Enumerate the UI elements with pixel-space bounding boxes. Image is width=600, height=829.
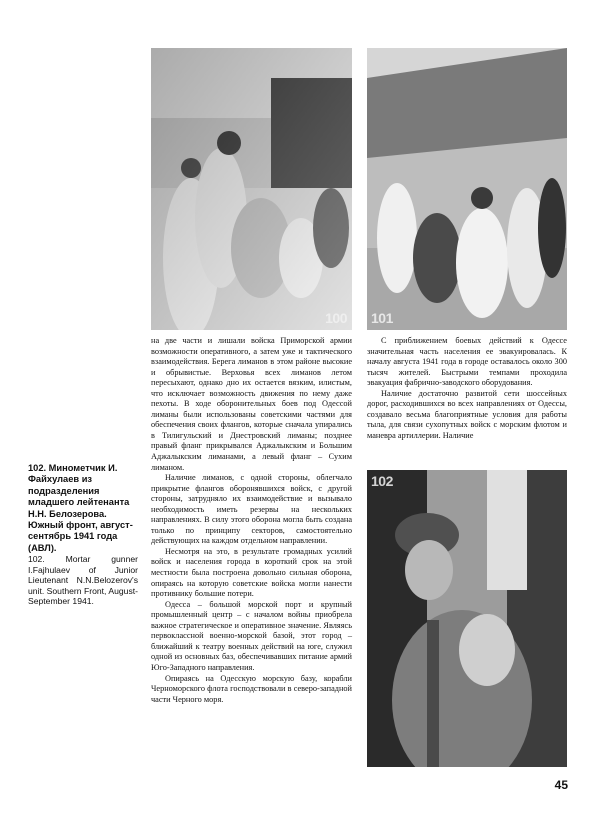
paragraph: Опираясь на Одесскую морскую базу, корабли Черноморского флота господствовали в северо-западной части Черного моря. xyxy=(151,673,352,704)
paragraph: Одесса – большой морской порт и крупный промышленный центр – с началом войны приобрела важное стратегическое и оперативное значение. Являясь первоклассной военно-морской базой, этот город – ближайший к театру военных действий на юге, служил одной из основных баз, обеспечивавших питание армий Юго-Западного направления. xyxy=(151,599,352,672)
photo-100-image xyxy=(151,48,352,330)
photo-caption-en: 102. Mortar gunner I.Fajhulaev of Junior Lieutenant N.N.Belozerov's unit. Southern Front, August-September 1941. xyxy=(28,554,138,607)
paragraph: на две части и лишали войска Приморской армии возможности оперативного, а затем уже и тактического взаимодействия. Берега лиманов в этом районе высокие и обрывистые. Верховья всех лиманов летом пересыхают, однако дно их остается вязким, илистым, что исключает возможность движения по нему даже пехоты. В ходе оборонительных боев под Одессой лиманы были использованы советскими частями для обеспечения своих флангов, которые сначала упирались в Тилигульский и Днестровский лиманы; позднее правый фланг прикрывался Аджалыкским и Большим Аджалыкским лиманами, а левый фланг – Сухим лиманом. xyxy=(151,336,352,472)
paragraph: Несмотря на это, в результате громадных усилий войск и населения города в короткий срок на этой местности была построена довольно сильная оборона, опираясь на которую советские войска могли нанести противнику большие потери. xyxy=(151,546,352,599)
text-column-right xyxy=(367,336,567,441)
photo-100-sailors-on-deck xyxy=(151,48,352,330)
paragraph: Наличие достаточно развитой сети шоссейных дорог, расходившихся во всех направлениях от Одессы, создавало весьма благоприятные условия для работы тыла, для связи сухопутных войск с морским флотом и маневра артиллерии. Наличие xyxy=(367,388,567,440)
photo-101-image xyxy=(367,48,567,330)
photo-101-sailors-dancing xyxy=(367,48,567,330)
photo-102-mortar-gunner xyxy=(367,470,567,767)
text-column-left xyxy=(151,336,352,705)
photo-102-image xyxy=(367,470,567,767)
photo-102-label: 102 xyxy=(371,473,393,489)
paragraph: С приближением боевых действий к Одессе значительная часть населения ее эвакуировалась. К началу августа 1941 года в городе оставалось около 300 тысяч жителей. Быстрыми темпами проходила эвакуация фабрично-заводского оборудования. xyxy=(367,336,567,388)
page-number: 45 xyxy=(554,778,568,792)
photo-101-label: 101 xyxy=(371,310,393,326)
paragraph: Наличие лиманов, с одной стороны, облегчало прикрытие флангов оборонявшихся войск, с другой стороны, затрудняло их взаимодействие и вызывало необходимость иметь резервы на нескольких направлениях. В силу этого оборона могла быть создана только по принципу секторов, самостоятельно действующих на каждом отдельном направлении. xyxy=(151,473,352,546)
photo-caption-ru: 102. Минометчик И. Файхулаев из подразделения младшего лейтенанта Н.Н. Белозерова. Южный фронт, август-сентябрь 1941 года (АВЛ). xyxy=(28,463,133,553)
photo-100-label: 100 xyxy=(325,310,347,326)
